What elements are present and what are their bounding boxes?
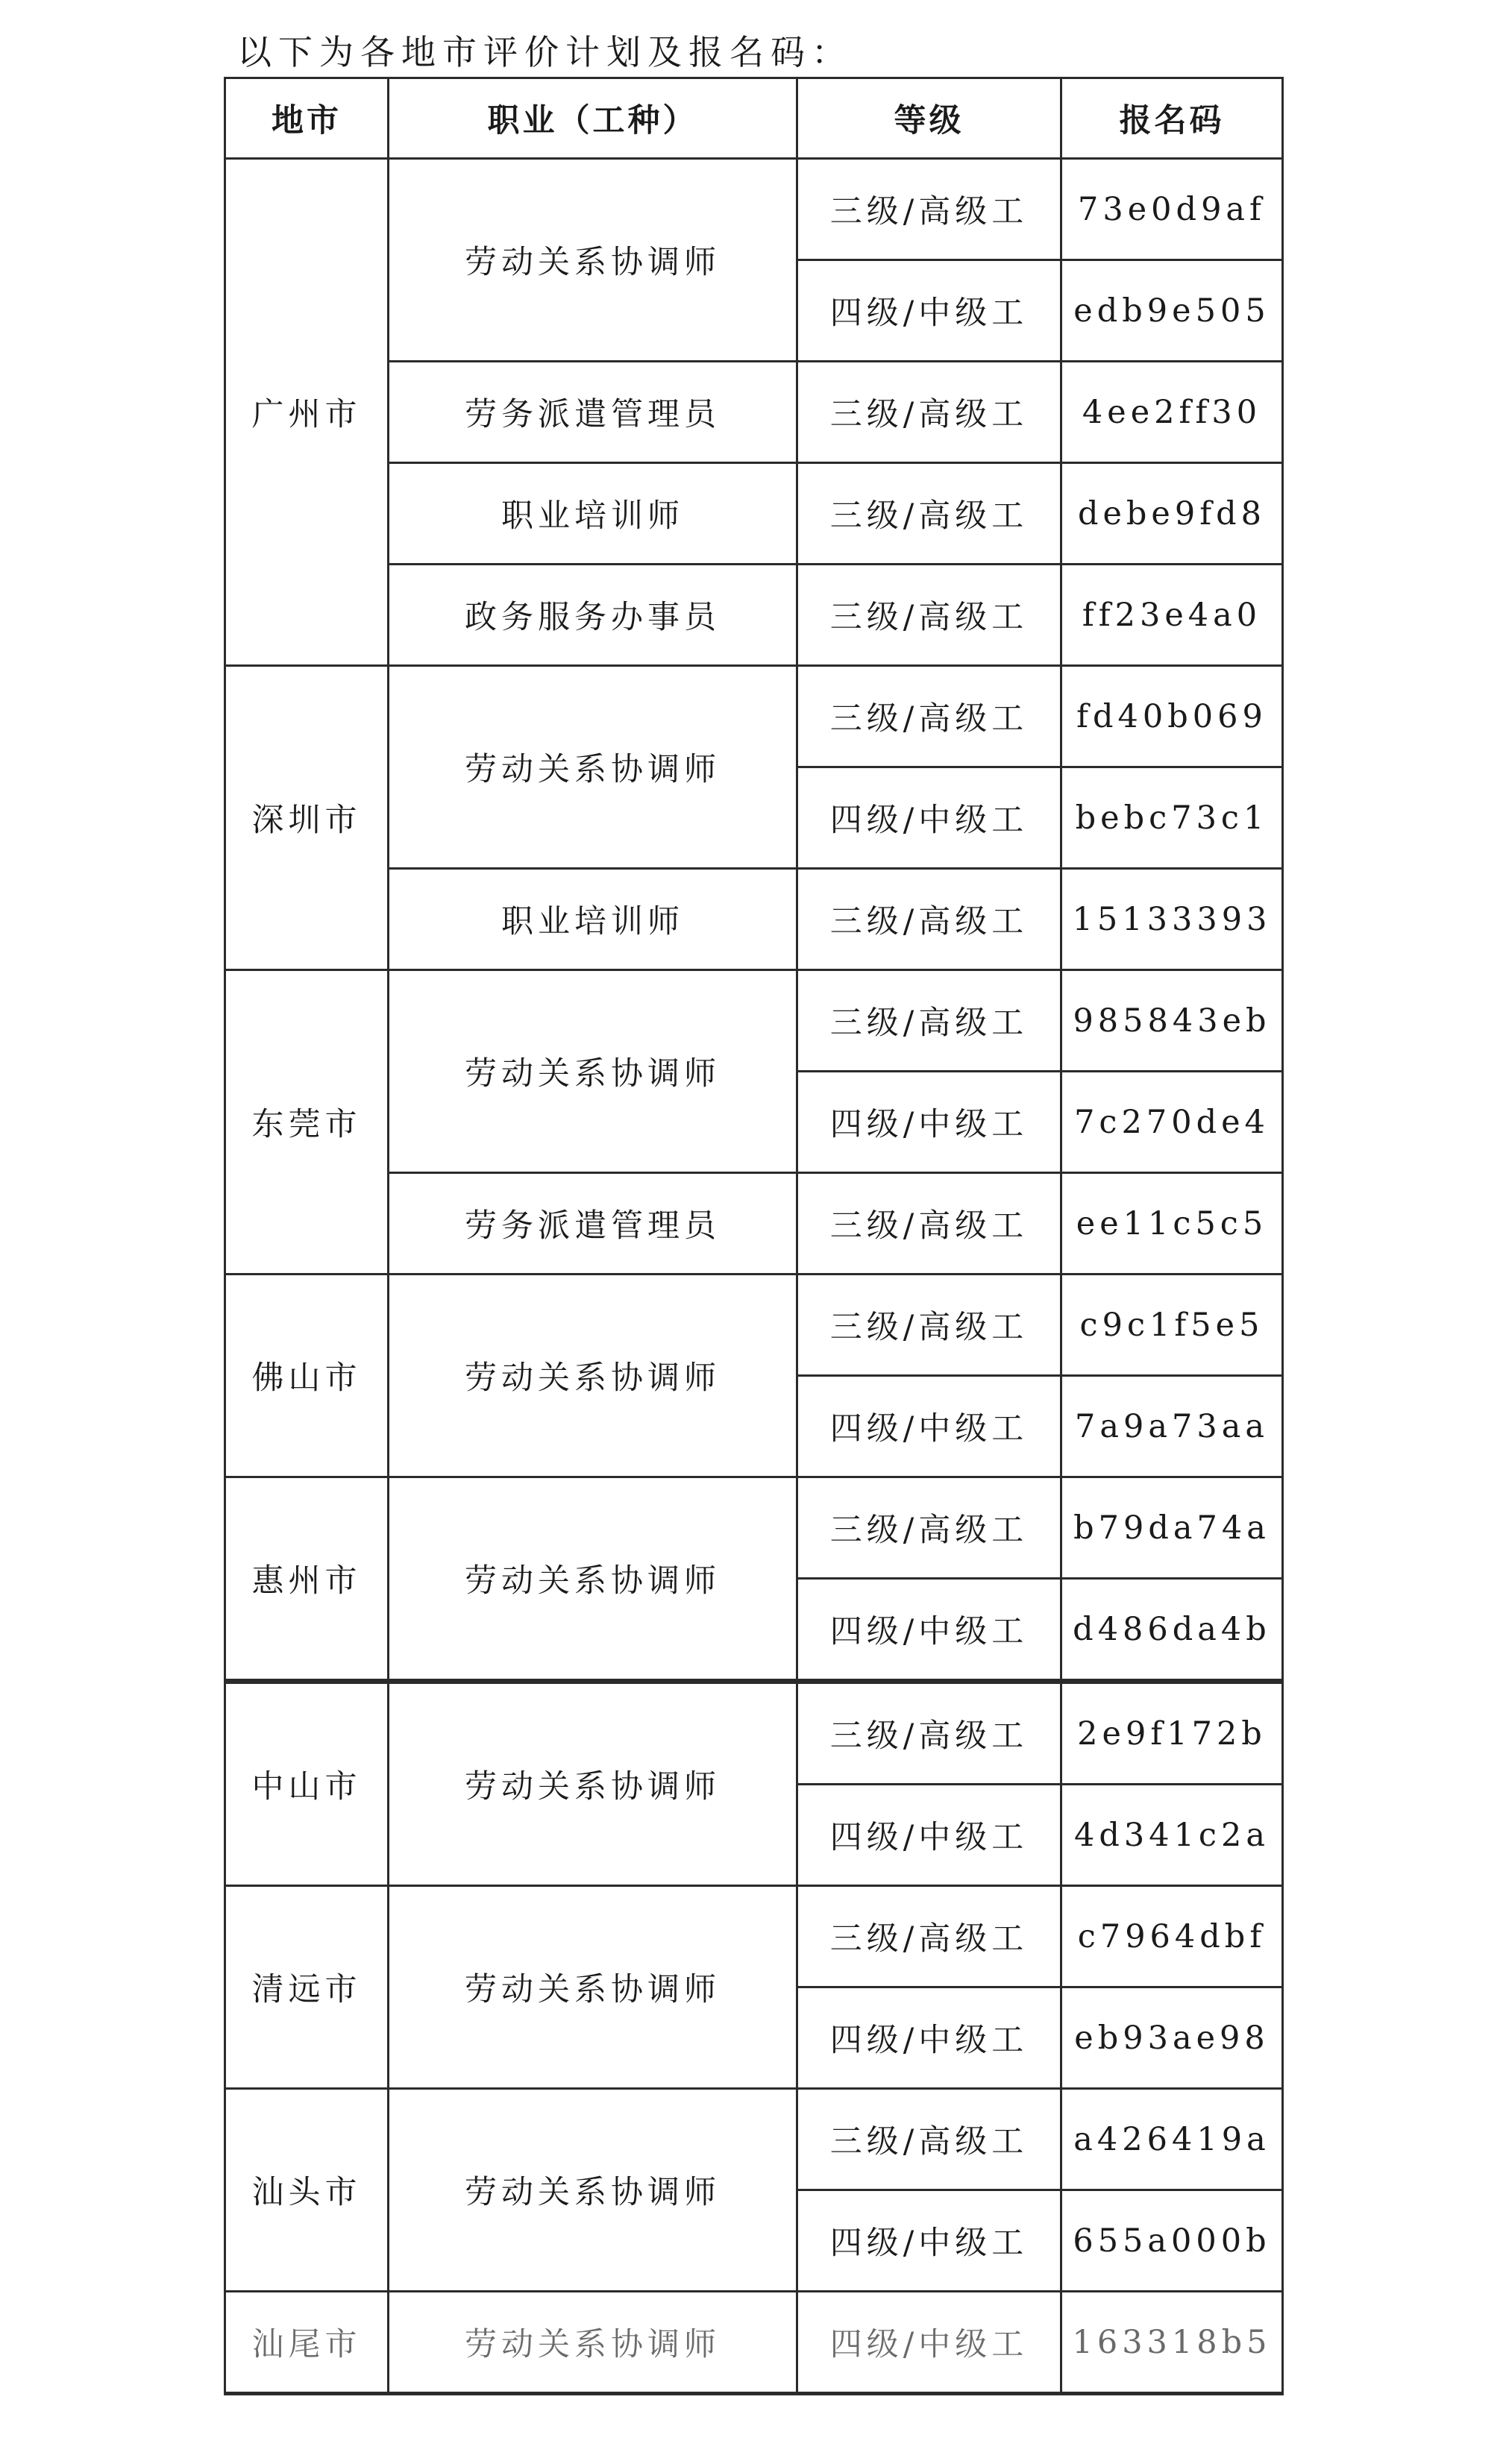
city-cell: 东莞市 xyxy=(225,970,389,1275)
city-cell: 广州市 xyxy=(225,159,389,666)
level-cell: 四级/中级工 xyxy=(797,1785,1061,1886)
table-row xyxy=(225,970,1283,1072)
table-row xyxy=(225,2292,1283,2394)
job-cell: 职业培训师 xyxy=(389,463,797,565)
table-row xyxy=(225,1682,1283,1785)
job-cell: 劳动关系协调师 xyxy=(389,159,797,362)
code-cell: bebc73c1 xyxy=(1061,767,1283,869)
code-cell: edb9e505 xyxy=(1061,260,1283,362)
job-cell: 劳动关系协调师 xyxy=(389,666,797,869)
table-row xyxy=(225,1886,1283,1987)
city-cell: 惠州市 xyxy=(225,1477,389,1682)
level-cell: 三级/高级工 xyxy=(797,1682,1061,1785)
level-cell: 四级/中级工 xyxy=(797,260,1061,362)
code-cell: debe9fd8 xyxy=(1061,463,1283,565)
level-cell: 三级/高级工 xyxy=(797,2089,1061,2190)
level-cell: 三级/高级工 xyxy=(797,362,1061,463)
job-cell: 劳动关系协调师 xyxy=(389,970,797,1173)
level-cell: 四级/中级工 xyxy=(797,1072,1061,1173)
job-cell: 职业培训师 xyxy=(389,869,797,970)
city-cell: 佛山市 xyxy=(225,1275,389,1477)
table-header-row xyxy=(225,78,1283,159)
code-cell: d486da4b xyxy=(1061,1579,1283,1682)
header-code: 报名码 xyxy=(1061,78,1283,159)
city-cell: 清远市 xyxy=(225,1886,389,2089)
code-cell: 2e9f172b xyxy=(1061,1682,1283,1785)
level-cell: 三级/高级工 xyxy=(797,970,1061,1072)
table-row xyxy=(225,1275,1283,1376)
code-cell: c7964dbf xyxy=(1061,1886,1283,1987)
code-cell: 163318b5 xyxy=(1061,2292,1283,2394)
level-cell: 四级/中级工 xyxy=(797,2190,1061,2292)
table-row xyxy=(225,2089,1283,2190)
job-cell: 劳动关系协调师 xyxy=(389,1682,797,1886)
level-cell: 三级/高级工 xyxy=(797,463,1061,565)
level-cell: 四级/中级工 xyxy=(797,1579,1061,1682)
city-cell: 汕头市 xyxy=(225,2089,389,2292)
code-cell: a426419a xyxy=(1061,2089,1283,2190)
level-cell: 三级/高级工 xyxy=(797,1477,1061,1579)
code-cell: b79da74a xyxy=(1061,1477,1283,1579)
table-row xyxy=(225,666,1283,767)
code-cell: eb93ae98 xyxy=(1061,1987,1283,2089)
intro-text: 以下为各地市评价计划及报名码： xyxy=(237,32,853,72)
code-cell: 7a9a73aa xyxy=(1061,1376,1283,1477)
header-level: 等级 xyxy=(797,78,1061,159)
job-cell: 劳动关系协调师 xyxy=(389,1886,797,2089)
code-cell: ff23e4a0 xyxy=(1061,565,1283,666)
level-cell: 三级/高级工 xyxy=(797,666,1061,767)
city-cell: 深圳市 xyxy=(225,666,389,970)
level-cell: 四级/中级工 xyxy=(797,2292,1061,2394)
registration-code-table xyxy=(224,77,1284,2395)
table-row xyxy=(225,1477,1283,1579)
job-cell: 劳动关系协调师 xyxy=(389,2292,797,2394)
job-cell: 劳动关系协调师 xyxy=(389,1275,797,1477)
level-cell: 三级/高级工 xyxy=(797,159,1061,260)
code-cell: 4d341c2a xyxy=(1061,1785,1283,1886)
level-cell: 三级/高级工 xyxy=(797,565,1061,666)
job-cell: 劳动关系协调师 xyxy=(389,2089,797,2292)
code-cell: 15133393 xyxy=(1061,869,1283,970)
code-cell: 985843eb xyxy=(1061,970,1283,1072)
header-job: 职业（工种） xyxy=(389,78,797,159)
code-cell: 73e0d9af xyxy=(1061,159,1283,260)
code-cell: 655a000b xyxy=(1061,2190,1283,2292)
level-cell: 四级/中级工 xyxy=(797,767,1061,869)
level-cell: 三级/高级工 xyxy=(797,1886,1061,1987)
code-cell: 4ee2ff30 xyxy=(1061,362,1283,463)
level-cell: 三级/高级工 xyxy=(797,1173,1061,1275)
table-row xyxy=(225,159,1283,260)
level-cell: 三级/高级工 xyxy=(797,869,1061,970)
header-city: 地市 xyxy=(225,78,389,159)
code-cell: fd40b069 xyxy=(1061,666,1283,767)
level-cell: 三级/高级工 xyxy=(797,1275,1061,1376)
job-cell: 劳动关系协调师 xyxy=(389,1477,797,1682)
job-cell: 劳务派遣管理员 xyxy=(389,1173,797,1275)
code-cell: c9c1f5e5 xyxy=(1061,1275,1283,1376)
code-cell: ee11c5c5 xyxy=(1061,1173,1283,1275)
code-cell: 7c270de4 xyxy=(1061,1072,1283,1173)
level-cell: 四级/中级工 xyxy=(797,1376,1061,1477)
job-cell: 劳务派遣管理员 xyxy=(389,362,797,463)
city-cell: 汕尾市 xyxy=(225,2292,389,2394)
level-cell: 四级/中级工 xyxy=(797,1987,1061,2089)
city-cell: 中山市 xyxy=(225,1682,389,1886)
job-cell: 政务服务办事员 xyxy=(389,565,797,666)
